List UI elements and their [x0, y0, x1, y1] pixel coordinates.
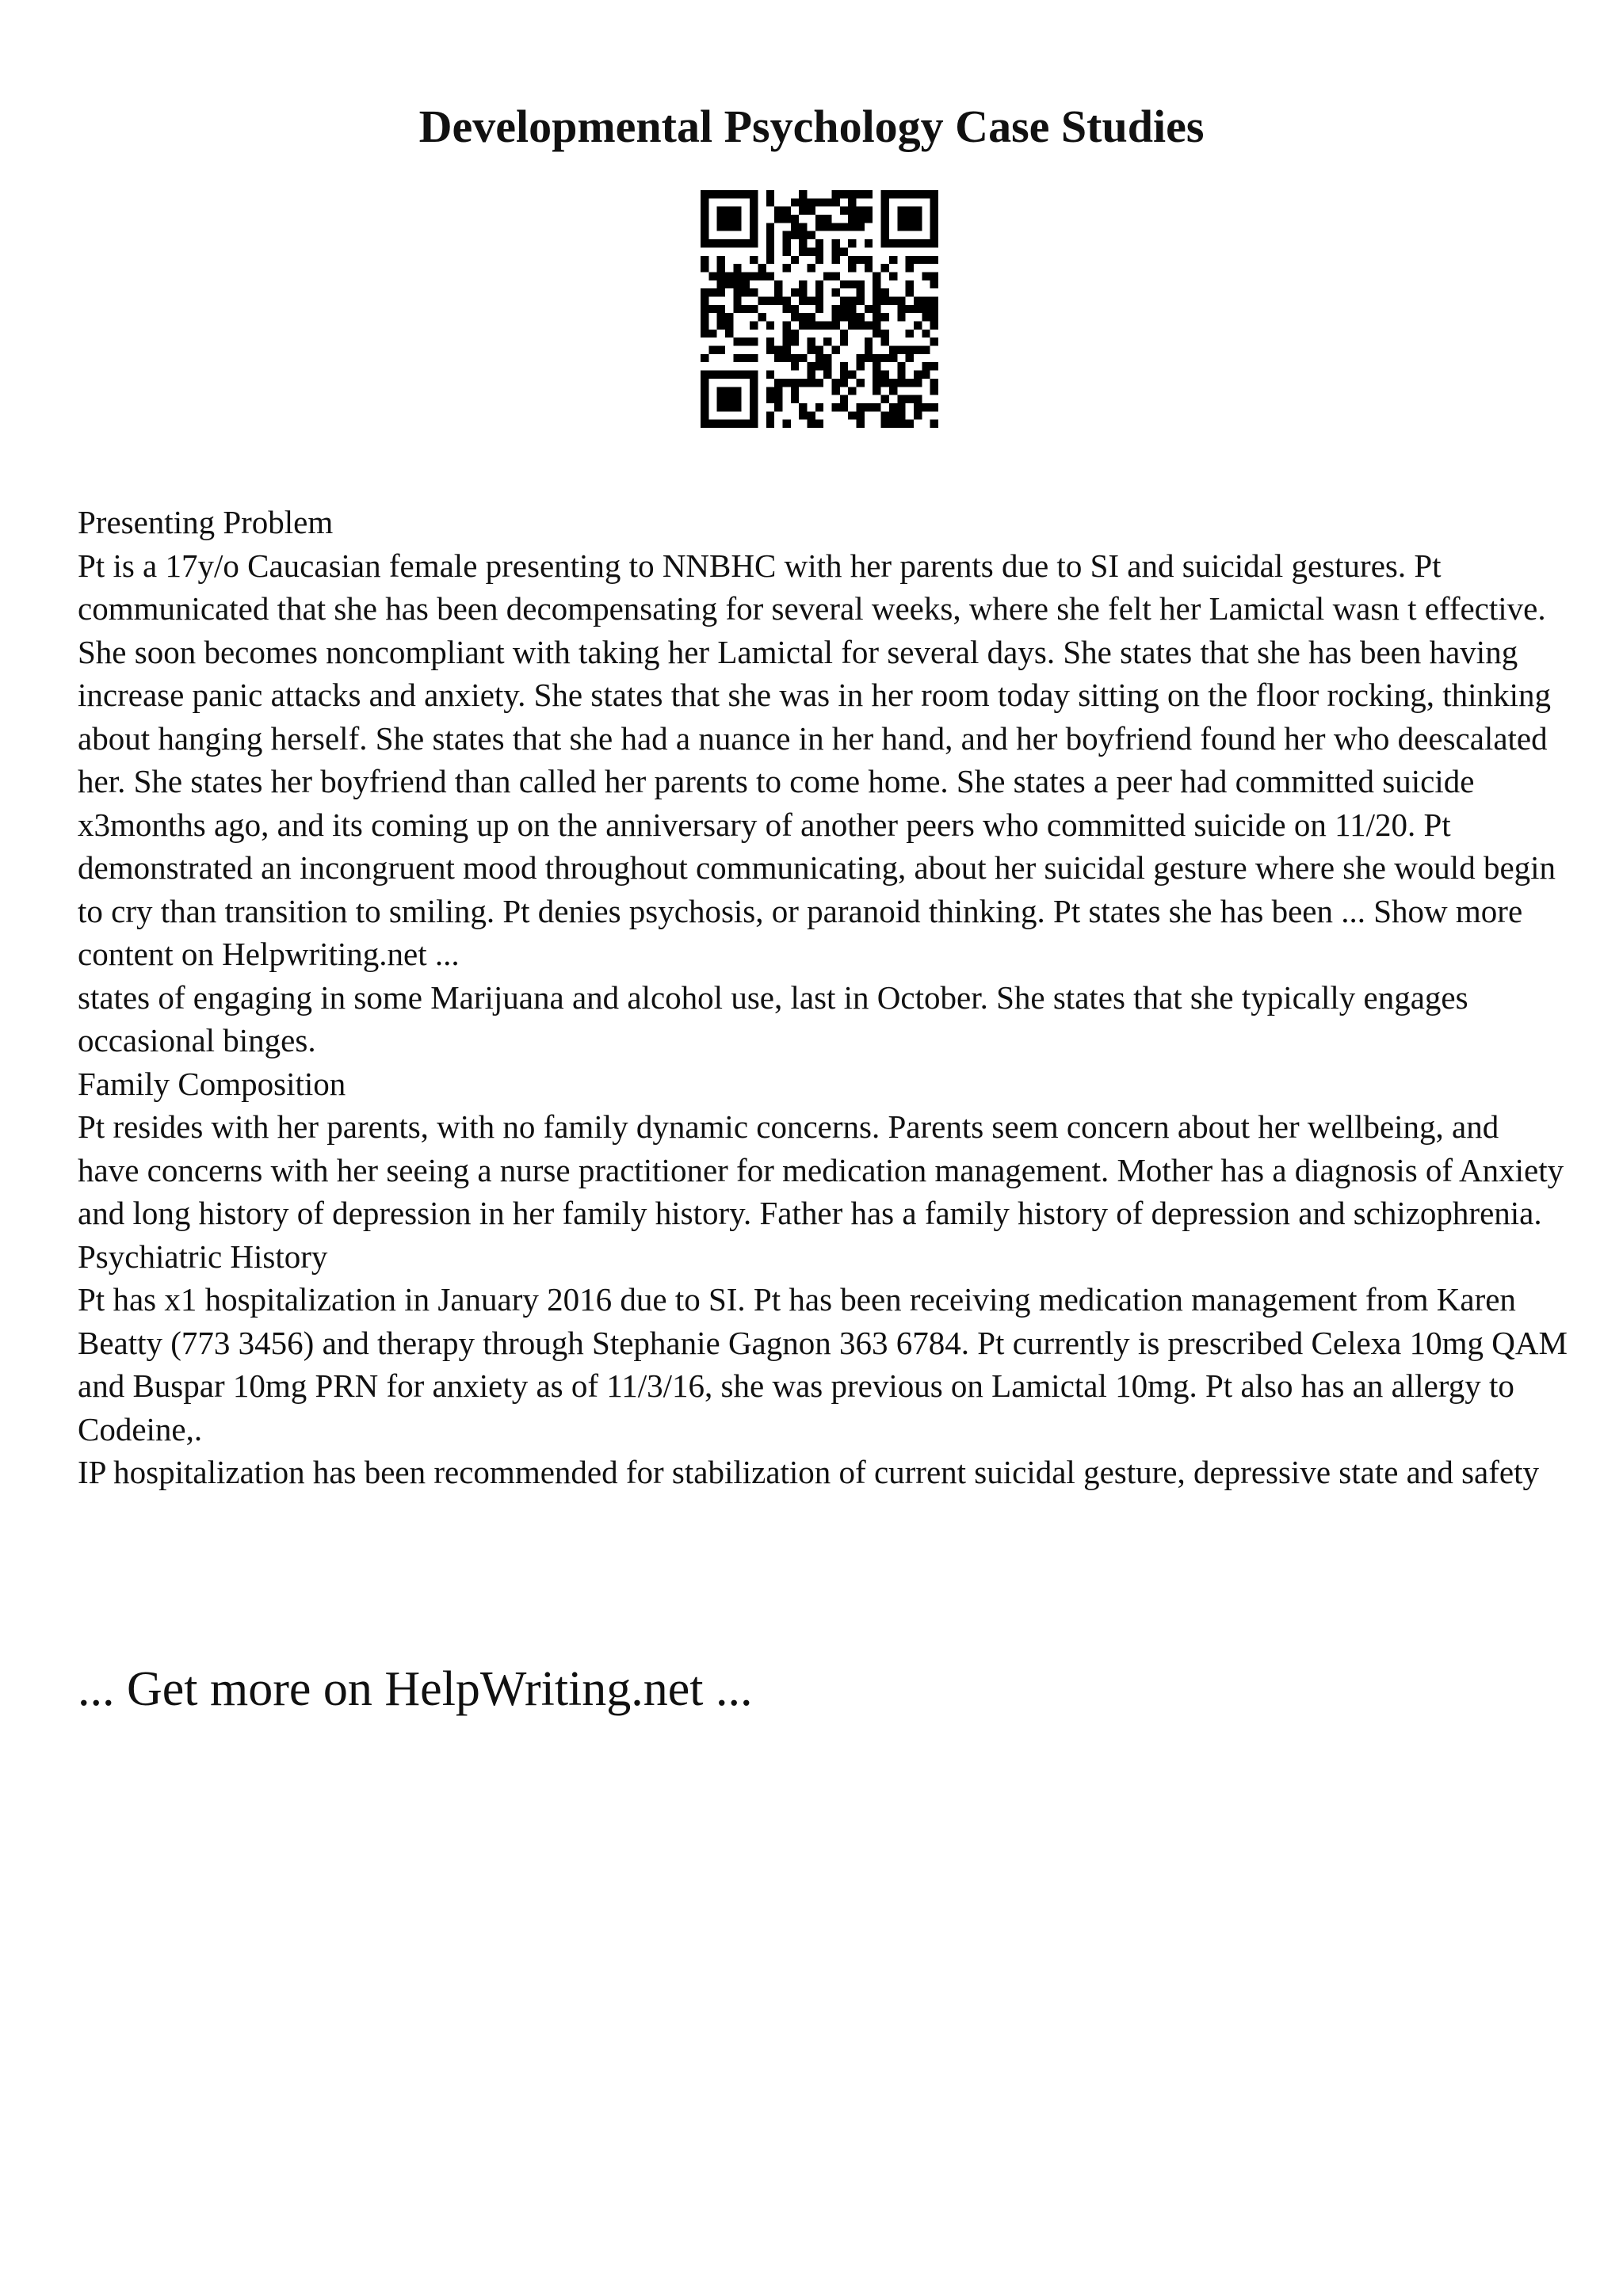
- section-continuation-psychiatric-history: IP hospitalization has been recommended for stabilization of current suicidal gesture, depressive state and safety: [78, 1454, 1539, 1490]
- section-continuation-presenting-problem: states of engaging in some Marijuana and alcohol use, last in October. She states that she typically engages occasional binges.: [78, 978, 1468, 1058]
- section-heading-family-composition: Family Composition: [78, 1065, 346, 1102]
- qr-code-icon: [701, 190, 938, 428]
- section-heading-psychiatric-history: Psychiatric History: [78, 1238, 328, 1275]
- section-body-family-composition: Pt resides with her parents, with no family dynamic concerns. Parents seem concern about her wellbeing, and have concerns with her seeing a nurse practitioner for medication management. Mother has a diagnosis of Anxiety and long history of depression in her family history. Father has a family history of depression and schizophrenia.: [78, 1108, 1564, 1231]
- document-body: [78, 501, 1568, 1494]
- section-heading-presenting-problem: Presenting Problem: [78, 504, 334, 540]
- section-body-psychiatric-history: Pt has x1 hospitalization in January 2016 due to SI. Pt has been receiving medication management from Karen Beatty (773 3456) and therapy through Stephanie Gagnon 363 6784. Pt currently is prescribed Celexa 10mg QAM and Buspar 10mg PRN for anxiety as of 11/3/16, she was previous on Lamictal 10mg. Pt also has an allergy to Codeine,.: [78, 1281, 1568, 1447]
- document-title: Developmental Psychology Case Studies: [418, 101, 1205, 152]
- helpwriting-link[interactable]: ... Get more on HelpWriting.net ...: [78, 1662, 753, 1716]
- section-body-presenting-problem: Pt is a 17y/o Caucasian female presenting to NNBHC with her parents due to SI and suicidal gestures. Pt communicated that she has been decompensating for several weeks, where she felt her Lamictal wasn t effective. She soon becomes noncompliant with taking her Lamictal for several days. She states that she has been having increase panic attacks and anxiety. She states that she was in her room today sitting on the floor rocking, thinking about hanging herself. She states that she had a nuance in her hand, and her boyfriend found her who deescalated her. She states her boyfriend than called her parents to come home. She states a peer had committed suicide x3months ago, and its coming up on the anniversary of another peers who committed suicide on 11/20. Pt demonstrated an incongruent mood throughout communicating, about her suicidal gesture where she would begin to cry than transition to smiling. Pt denies psychosis, or paranoid thinking. Pt states she has been ... Show more content on Helpwriting.net ...: [78, 547, 1556, 972]
